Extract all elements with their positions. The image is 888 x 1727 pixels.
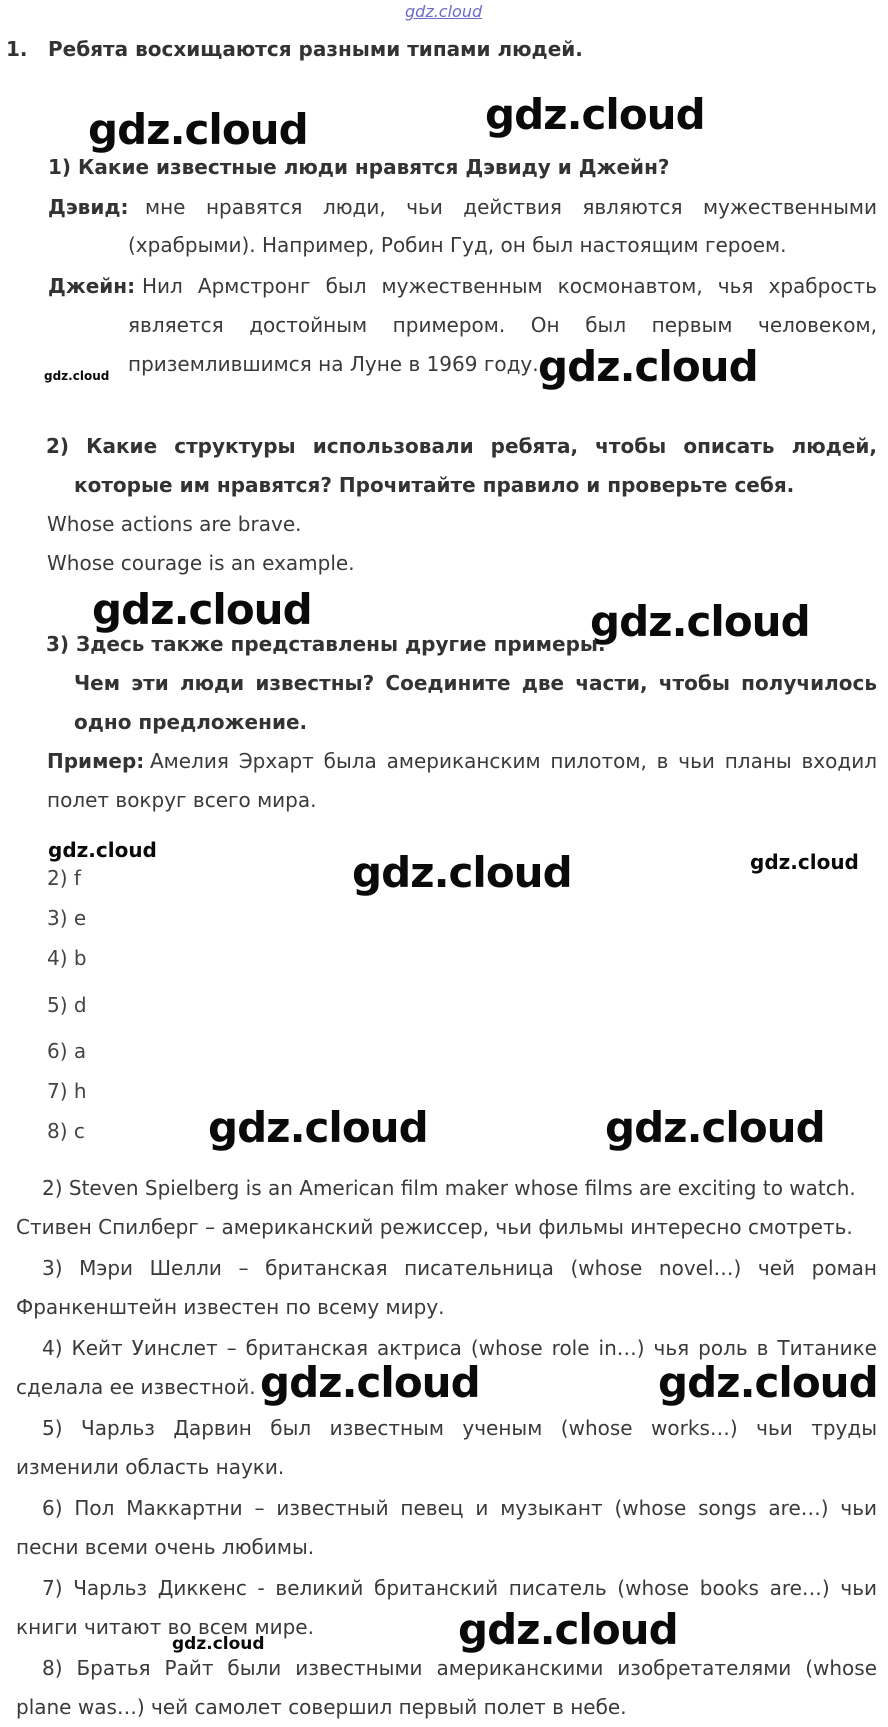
- answer-item: 4) b: [47, 946, 87, 970]
- example-text-line2: полет вокруг всего мира.: [47, 788, 317, 812]
- watermark: gdz.cloud: [750, 850, 859, 874]
- answer-item: 5) d: [47, 993, 87, 1017]
- answer-item: 8) c: [47, 1119, 85, 1143]
- sentence-7-line1: 7) Чарльз Диккенс - великий британский писатель (whose books are…) чьи: [42, 1576, 877, 1600]
- jane-text-line3: приземлившимся на Луне в 1969 году.: [128, 352, 539, 376]
- example-label: Пример:: [47, 749, 145, 773]
- watermark: gdz.cloud: [260, 1358, 480, 1407]
- david-label: Дэвид:: [48, 195, 129, 219]
- jane-label: Джейн:: [48, 274, 136, 298]
- watermark: gdz.cloud: [208, 1103, 428, 1152]
- q2-heading-line2: которые им нравятся? Прочитайте правило и проверьте себя.: [74, 473, 795, 497]
- exercise-title: Ребята восхищаются разными типами людей.: [48, 37, 583, 61]
- watermark: gdz.cloud: [48, 838, 157, 862]
- answer-item: 6) a: [47, 1039, 87, 1063]
- sentence-4-line1: 4) Кейт Уинслет – британская актриса (whose role in…) чья роль в Титанике: [42, 1336, 877, 1360]
- watermark: gdz.cloud: [590, 597, 810, 646]
- watermark: gdz.cloud: [92, 585, 312, 634]
- q2-example-1: Whose actions are brave.: [47, 512, 302, 536]
- jane-text-line1: Нил Армстронг был мужественным космонавтом, чья храбрость: [142, 274, 877, 298]
- q1-heading: 1) Какие известные люди нравятся Дэвиду и Джейн?: [48, 155, 670, 179]
- watermark: gdz.cloud: [658, 1358, 878, 1407]
- answer-item: 7) h: [47, 1079, 87, 1103]
- david-text-line1: мне нравятся люди, чьи действия являются мужественными: [145, 195, 877, 219]
- sentence-4-line2: сделала ее известной.: [16, 1375, 256, 1399]
- sentence-8-line2: plane was…) чей самолет совершил первый полет в небе.: [16, 1695, 627, 1719]
- exercise-number: 1.: [6, 37, 28, 61]
- watermark: gdz.cloud: [538, 342, 758, 391]
- jane-text-line2: является достойным примером. Он был первым человеком,: [128, 313, 877, 337]
- watermark-top: gdz.cloud: [405, 2, 483, 21]
- q3-heading-line3: одно предложение.: [74, 710, 308, 734]
- q3-heading-line2: Чем эти люди известны? Соедините две части, чтобы получилось: [74, 671, 877, 695]
- watermark: gdz.cloud: [605, 1103, 825, 1152]
- david-text-line2: (храбрыми). Например, Робин Гуд, он был настоящим героем.: [128, 233, 787, 257]
- watermark: gdz.cloud: [485, 90, 705, 139]
- watermark: gdz.cloud: [88, 105, 308, 154]
- sentence-3-line1: 3) Мэри Шелли – британская писательница (whose novel…) чей роман: [42, 1256, 877, 1280]
- sentence-3-line2: Франкенштейн известен по всему миру.: [16, 1295, 445, 1319]
- watermark: gdz.cloud: [458, 1605, 678, 1654]
- sentence-5-line1: 5) Чарльз Дарвин был известным ученым (whose works…) чьи труды: [42, 1416, 877, 1440]
- sentence-6-line2: песни всеми очень любимы.: [16, 1535, 315, 1559]
- watermark: gdz.cloud: [172, 1634, 265, 1654]
- sentence-2-line1: 2) Steven Spielberg is an American film maker whose films are exciting to watch.: [42, 1176, 856, 1200]
- sentence-8-line1: 8) Братья Райт были известными американскими изобретателями (whose: [42, 1656, 877, 1680]
- watermark: gdz.cloud: [44, 369, 110, 383]
- q2-heading-line1: 2) Какие структуры использовали ребята, чтобы описать людей,: [46, 434, 877, 458]
- watermark: gdz.cloud: [352, 848, 572, 897]
- sentence-6-line1: 6) Пол Маккартни – известный певец и музыкант (whose songs are…) чьи: [42, 1496, 877, 1520]
- q3-heading-line1: 3) Здесь также представлены другие примеры.: [46, 632, 606, 656]
- q2-example-2: Whose courage is an example.: [47, 551, 355, 575]
- sentence-7-line2: книги читают во всем мире.: [16, 1615, 314, 1639]
- sentence-5-line2: изменили область науки.: [16, 1455, 285, 1479]
- answer-item: 3) e: [47, 906, 87, 930]
- sentence-2-line2: Стивен Спилберг – американский режиссер, чьи фильмы интересно смотреть.: [16, 1215, 853, 1239]
- example-text-line1: Амелия Эрхарт была американским пилотом, в чьи планы входил: [150, 749, 877, 773]
- answer-item: 2) f: [47, 866, 81, 890]
